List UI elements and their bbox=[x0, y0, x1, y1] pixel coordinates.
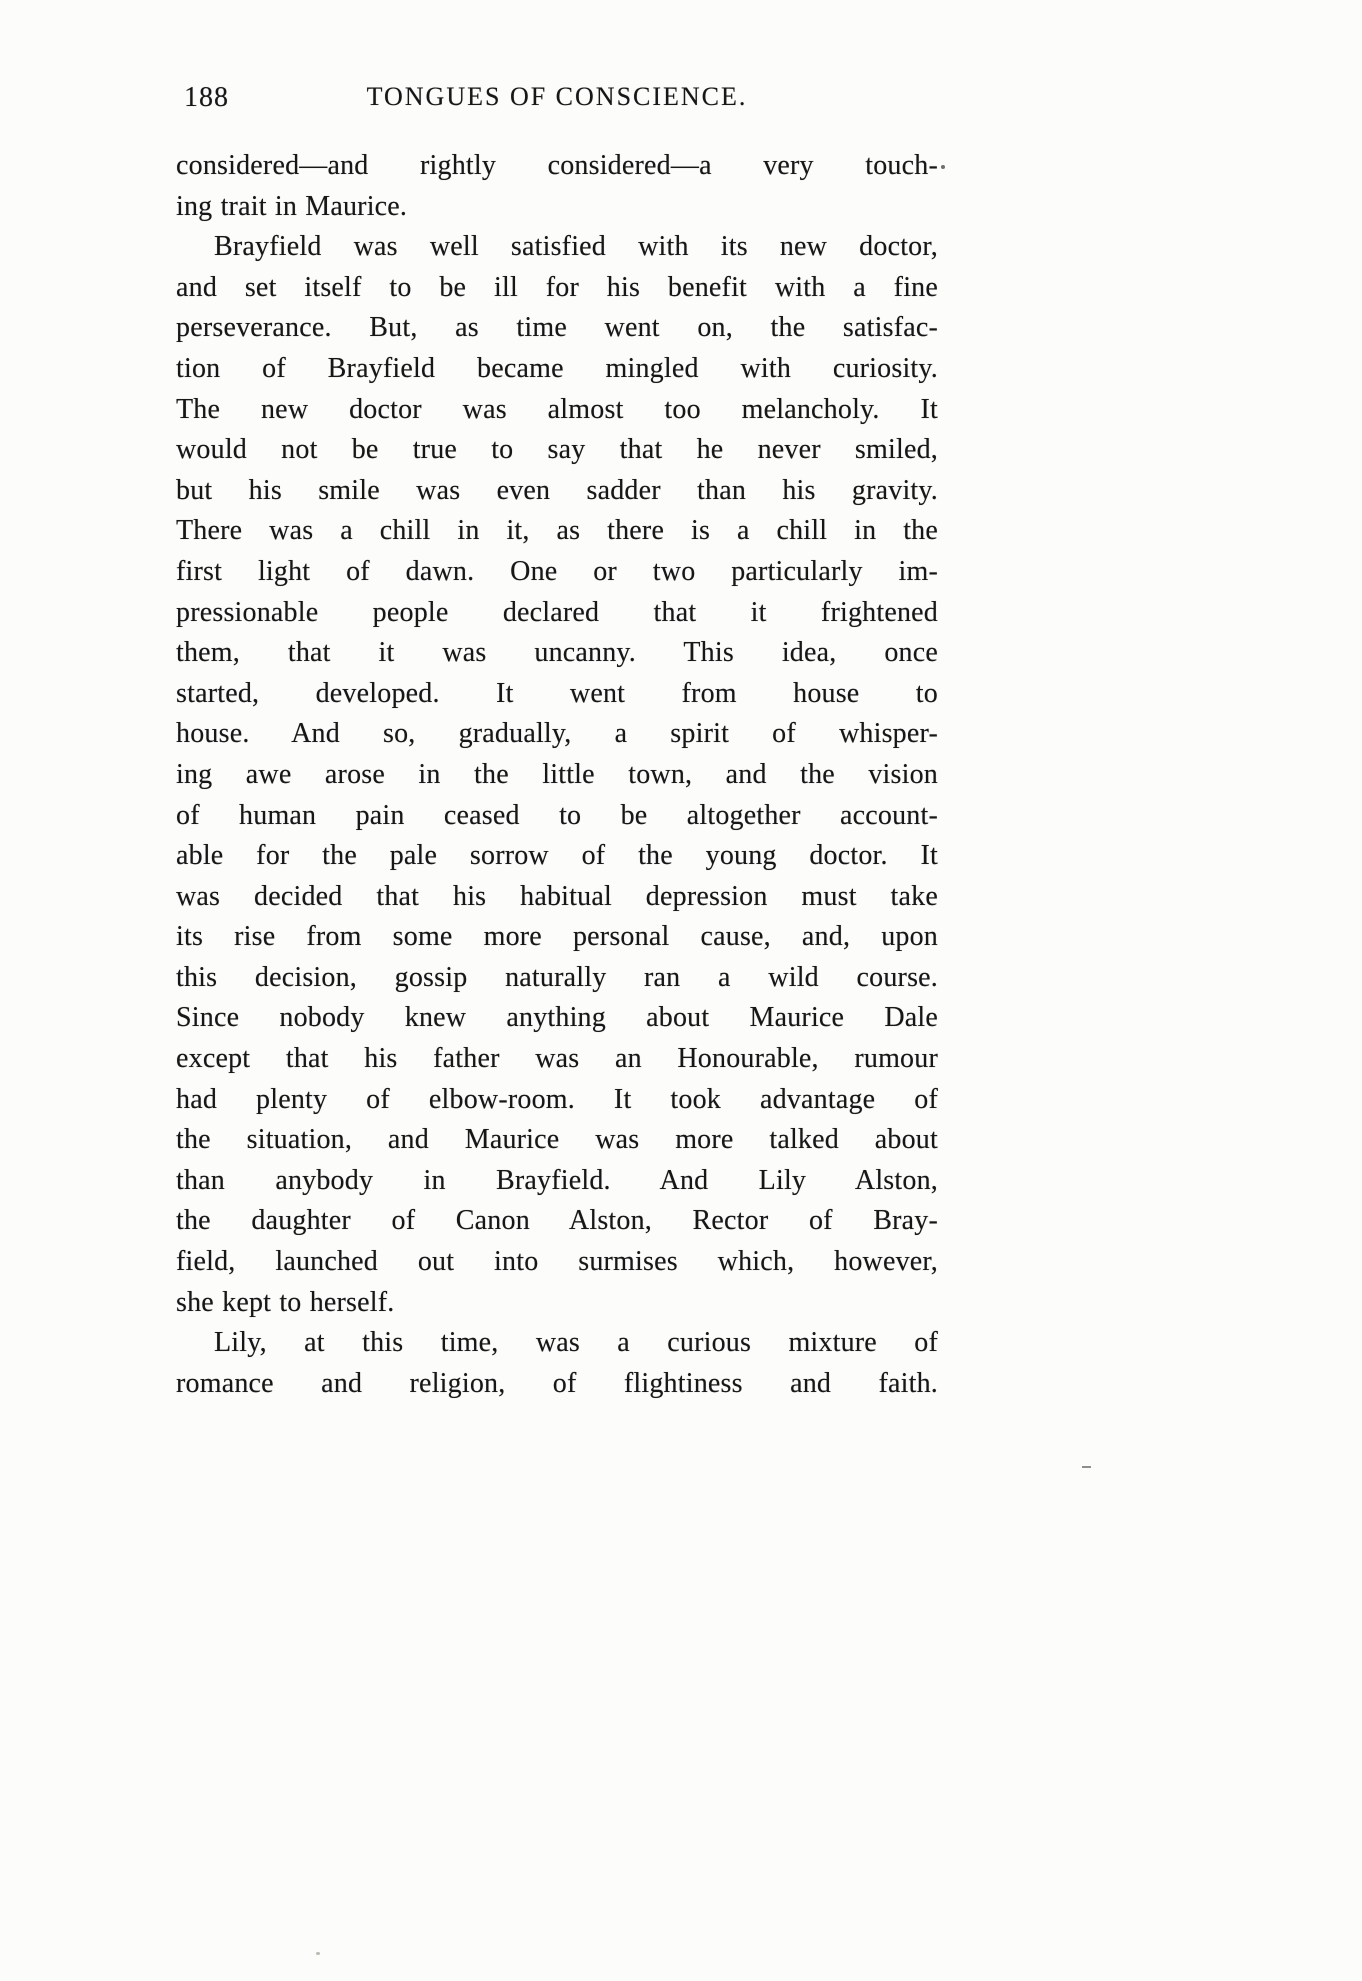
scan-speck bbox=[941, 165, 945, 169]
text-line: this decision, gossip naturally ran a wild course. bbox=[176, 961, 938, 993]
text-line: romance and religion, of flightiness and faith. bbox=[176, 1367, 938, 1399]
text-line: than anybody in Brayfield. And Lily Alston, bbox=[176, 1164, 938, 1196]
text-line: she kept to herself. bbox=[176, 1286, 395, 1318]
text-line: the daughter of Canon Alston, Rector of Bray- bbox=[176, 1205, 938, 1237]
text-line: them, that it was uncanny. This idea, once bbox=[176, 637, 938, 669]
page-number: 188 bbox=[184, 82, 229, 113]
text-line: pressionable people declared that it frightened bbox=[176, 596, 938, 628]
text-line: Since nobody knew anything about Maurice Dale bbox=[176, 1002, 938, 1034]
text-line: ing trait in Maurice. bbox=[176, 190, 408, 222]
text-line: the situation, and Maurice was more talked about bbox=[176, 1124, 938, 1156]
text-line: tion of Brayfield became mingled with curiosity. bbox=[176, 352, 938, 384]
text-line: was decided that his habitual depression must take bbox=[176, 880, 938, 912]
text-line: would not be true to say that he never smiled, bbox=[176, 434, 938, 466]
text-line: ing awe arose in the little town, and the vision bbox=[176, 758, 938, 790]
running-title: TONGUES OF CONSCIENCE. bbox=[366, 82, 748, 111]
text-line: first light of dawn. One or two particularly im- bbox=[176, 555, 938, 587]
scan-speck bbox=[316, 1952, 320, 1955]
text-line: There was a chill in it, as there is a chill in the bbox=[176, 515, 938, 547]
text-line: perseverance. But, as time went on, the satisfac- bbox=[176, 312, 938, 344]
text-line: its rise from some more personal cause, and, upon bbox=[176, 921, 938, 953]
page-header bbox=[176, 80, 938, 120]
text-line: except that his father was an Honourable, rumour bbox=[176, 1043, 938, 1075]
text-line: started, developed. It went from house to bbox=[176, 677, 938, 709]
text-line: Brayfield was well satisfied with its new doctor, bbox=[214, 231, 938, 263]
text-line: of human pain ceased to be altogether account- bbox=[176, 799, 938, 831]
text-line: and set itself to be ill for his benefit with a fine bbox=[176, 271, 938, 303]
text-line: The new doctor was almost too melancholy. It bbox=[176, 393, 938, 425]
body-text bbox=[176, 146, 938, 1404]
text-line: Lily, at this time, was a curious mixture of bbox=[214, 1327, 938, 1359]
text-line: house. And so, gradually, a spirit of whisper- bbox=[176, 718, 938, 750]
text-line: had plenty of elbow-room. It took advantage of bbox=[176, 1083, 938, 1115]
text-line: but his smile was even sadder than his gravity. bbox=[176, 474, 938, 506]
text-line: considered—and rightly considered—a very touch- bbox=[176, 150, 938, 181]
scan-speck bbox=[1082, 1466, 1091, 1468]
text-line: field, launched out into surmises which, however, bbox=[176, 1246, 938, 1278]
text-line: able for the pale sorrow of the young doctor. It bbox=[176, 840, 938, 872]
